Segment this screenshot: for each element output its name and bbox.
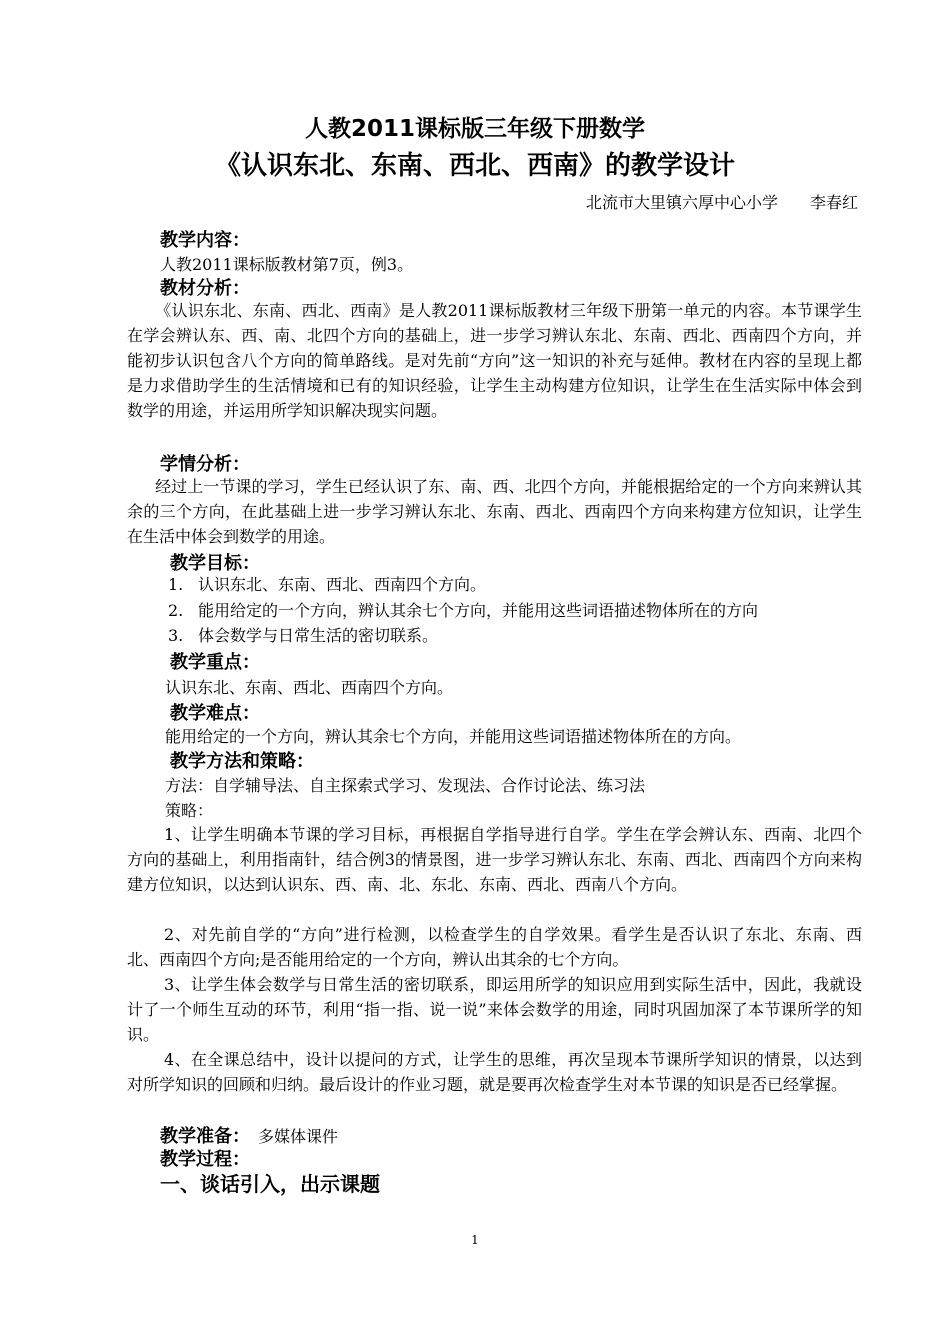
author-line: 北流市大里镇六厚中心小学 李春红 — [585, 193, 858, 212]
strategy-paragraph — [127, 922, 862, 972]
textbook-analysis-paragraph — [127, 298, 862, 423]
key-point-text: 认识东北、东南、西北、西南四个方向。 — [165, 678, 454, 697]
strategy-text: 2、对先前自学的“方向”进行检测，以检查学生的自学效果。看学生是否认识了东北、东南、西北、西南四个方向;是否能用给定的一个方向，辨认出其余的七个方向。 — [127, 925, 862, 969]
goal-item — [168, 623, 758, 649]
document-title-line2: 《认识东北、东南、西北、西南》的教学设计 — [214, 151, 735, 181]
goal-text: 能用给定的一个方向，辨认其余七个方向，并能用这些词语描述物体所在的方向 — [198, 600, 759, 620]
strategy-text: 4、在全课总结中，设计以提问的方式，让学生的思维，再次呈现本节课所学知识的情景，以达到对所学知识的回顾和归纳。最后设计的作业习题，就是要再次检查学生对本节课的知识是否已经掌握。 — [127, 1050, 862, 1094]
process-heading: 教学过程： — [160, 1149, 250, 1170]
methods-text: 方法：自学辅导法、自主探索式学习、发现法、合作讨论法、练习法 — [165, 776, 646, 795]
goal-number: 3. — [168, 626, 184, 645]
goal-number: 1. — [168, 575, 184, 594]
goal-text: 体会数学与日常生活的密切联系。 — [198, 626, 439, 645]
strategy-text: 1、让学生明确本节课的学习目标，再根据自学指导进行自学。学生在学会辨认东、西南、北四个方向的基础上，利用指南针，结合例3的情景图，进一步学习辨认东北、东南、西北、西南四个方向来构建方位知识，以达到认识东、西、南、北、东北、东南、西北、西南八个方向。 — [127, 825, 862, 894]
goal-item — [168, 572, 758, 598]
strategy-label: 策略： — [165, 801, 214, 820]
student-analysis-heading: 学情分析： — [160, 454, 250, 475]
content-text: 人教2011课标版教材第7页，例3。 — [160, 255, 414, 274]
student-analysis-paragraph — [127, 474, 862, 549]
preparation-text: 多媒体课件 — [258, 1127, 339, 1146]
page-number: 1 — [471, 1233, 479, 1247]
goal-text: 认识东北、东南、西北、西南四个方向。 — [198, 575, 487, 594]
strategy-paragraph — [127, 1047, 862, 1097]
goal-number: 2. — [168, 600, 184, 620]
strategy-text: 3、让学生体会数学与日常生活的密切联系，即运用所学的知识应用到实际生活中，因此，我就设计了一个师生互动的环节，利用“指一指、说一说”来体会数学的用途，同时巩固加深了本节课所学的知识。 — [127, 975, 862, 1044]
document-title-line1: 人教2011课标版三年级下册数学 — [304, 116, 645, 142]
textbook-analysis-heading: 教材分析： — [160, 278, 250, 299]
content-heading: 教学内容： — [160, 230, 250, 251]
difficulty-text: 能用给定的一个方向，辨认其余七个方向，并能用这些词语描述物体所在的方向。 — [165, 727, 742, 746]
student-analysis-text: 经过上一节课的学习，学生已经认识了东、南、西、北四个方向，并能根据给定的一个方向来辨认其余的三个方向，在此基础上进一步学习辨认东北、东南、西北、西南四个方向来构建方位知识，让学生在生活中体会到数学的用途。 — [127, 477, 862, 546]
key-point-heading: 教学重点： — [170, 652, 260, 673]
textbook-analysis-text: 《认识东北、东南、西北、西南》是人教2011课标版教材三年级下册第一单元的内容。本节课学生在学会辨认东、西、南、北四个方向的基础上，进一步学习辨认东北、东南、西北、西南四个方向，并能初步认识包含八个方向的简单路线。是对先前“方向”这一知识的补充与延伸。教材在内容的呈现上都是力求借助学生的生活情境和已有的知识经验，让学生主动构建方位知识，让学生在生活实际中体会到数学的用途，并运用所学知识解决现实问题。 — [127, 301, 862, 420]
goals-list — [168, 572, 758, 649]
difficulty-heading: 教学难点： — [170, 703, 260, 724]
methods-heading: 教学方法和策略： — [170, 751, 314, 772]
strategy-paragraph — [127, 972, 862, 1047]
preparation-label: 教学准备： — [160, 1126, 250, 1147]
goal-item — [168, 598, 758, 624]
section-heading-intro: 一、谈话引入，出示课题 — [160, 1172, 380, 1196]
strategy-paragraph — [127, 822, 862, 897]
goals-heading: 教学目标： — [170, 553, 260, 574]
